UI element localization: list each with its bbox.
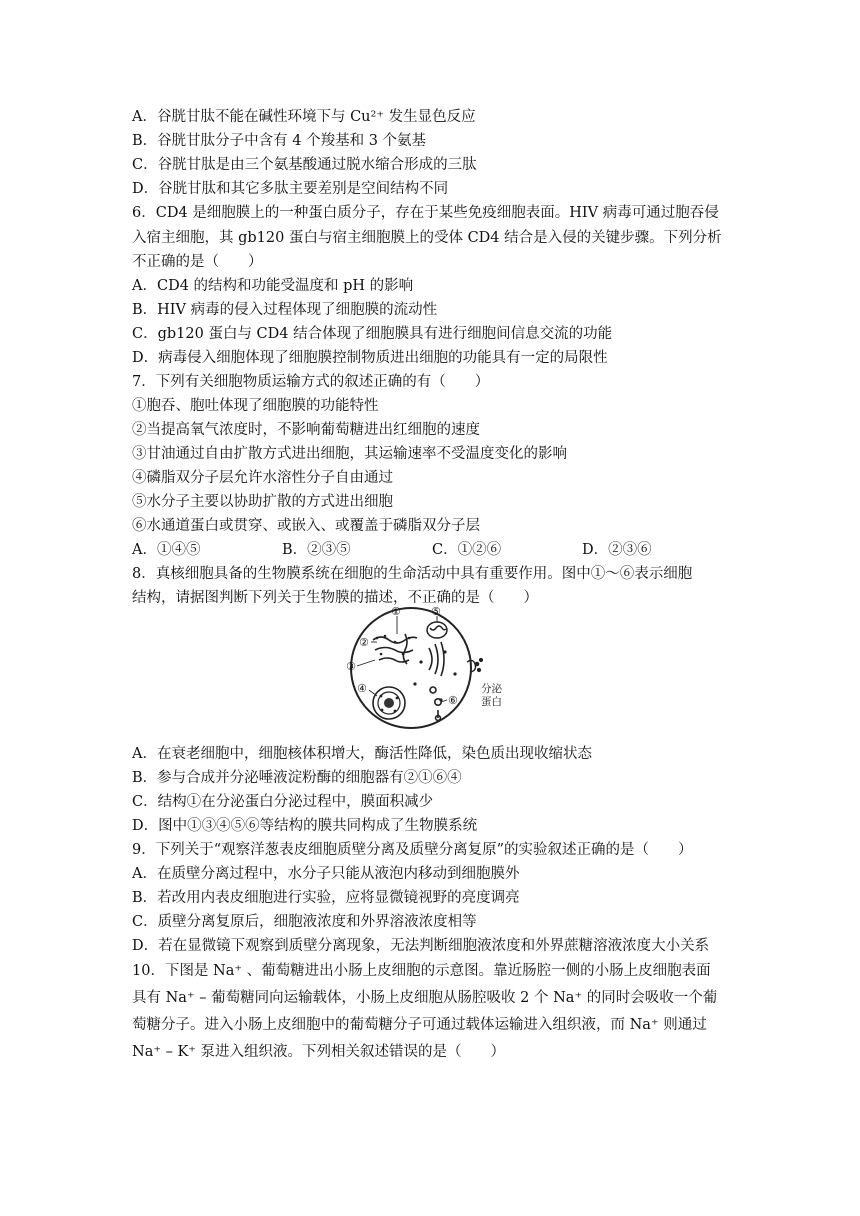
q8-option-a: A．在衰老细胞中，细胞核体积增大，酶活性降低，染色质出现收缩状态 — [132, 746, 592, 762]
q7-option-b: B．②③⑤ — [282, 542, 351, 558]
mitochondrion — [427, 622, 447, 638]
q7-item-4: ④磷脂双分子层允许水溶性分子自由通过 — [132, 470, 393, 486]
label-secreted-2: 蛋白 — [481, 696, 502, 708]
q7-item-1: ①胞吞、胞吐体现了细胞膜的功能特性 — [132, 398, 379, 414]
label-5: ⑤ — [431, 605, 441, 618]
q6-stem-line2: 入宿主细胞，其 gb120 蛋白与宿主细胞膜上的受体 CD4 结合是入侵的关键步骤。下列分析 — [132, 230, 722, 246]
q10-stem-line3: 萄糖分子。进入小肠上皮细胞中的葡萄糖分子可通过载体运输进入组织液，而 Na⁺ 则通过 — [132, 1017, 707, 1033]
q7-options — [132, 540, 732, 560]
q9-stem: 9．下列关于“观察洋葱表皮细胞质壁分离及质壁分离复原”的实验叙述正确的是（ ） — [132, 842, 693, 858]
q7-item-5: ⑤水分子主要以协助扩散的方式进出细胞 — [132, 494, 393, 510]
q6-option-d: D．病毒侵入细胞体现了细胞膜控制物质进出细胞的功能具有一定的局限性 — [132, 350, 608, 366]
q10-stem-line1: 10．下图是 Na⁺ 、葡萄糖进出小肠上皮细胞的示意图。靠近肠腔一侧的小肠上皮细胞表面 — [132, 963, 711, 979]
q6-option-b: B．HIV 病毒的侵入过程体现了细胞膜的流动性 — [132, 302, 438, 318]
q7-option-a: A．①④⑤ — [132, 542, 201, 558]
q7-option-d: D．②③⑥ — [582, 542, 652, 558]
q8-stem-line1: 8．真核细胞具备的生物膜系统在细胞的生命活动中具有重要作用。图中①～⑥表示细胞 — [132, 566, 693, 582]
q6-option-c: C．gb120 蛋白与 CD4 结合体现了细胞膜具有进行细胞间信息交流的功能 — [132, 326, 613, 342]
secretion-vesicle — [467, 659, 482, 672]
q6-stem-line3: 不正确的是（ ） — [132, 254, 263, 270]
label-2: ② — [359, 636, 369, 649]
q6-option-a: A．CD4 的结构和功能受温度和 pH 的影响 — [132, 278, 414, 294]
q9-option-b: B．若改用内表皮细胞进行实验，应将显微镜视野的亮度调亮 — [132, 890, 520, 906]
q6-stem-line1: 6．CD4 是细胞膜上的一种蛋白质分子，存在于某些免疫细胞表面。HIV 病毒可通过胞吞侵 — [132, 205, 719, 221]
label-1: ① — [391, 605, 401, 618]
q10-stem-line2: 具有 Na⁺ – 葡萄糖同向运输载体，小肠上皮细胞从肠腔吸收 2 个 Na⁺ 的同时会吸收一个葡 — [132, 990, 718, 1006]
q10-stem-line4: Na⁺ – K⁺ 泵进入组织液。下列相关叙述错误的是（ ） — [132, 1044, 506, 1060]
q5-option-d: D．谷胱甘肽和其它多肽主要差别是空间结构不同 — [132, 181, 449, 197]
q8-option-d: D．图中①③④⑤⑥等结构的膜共同构成了生物膜系统 — [132, 818, 478, 834]
q9-option-a: A．在质壁分离过程中，水分子只能从液泡内移动到细胞膜外 — [132, 866, 520, 882]
q8-option-c: C．结构①在分泌蛋白分泌过程中，膜面积减少 — [132, 794, 434, 810]
golgi-apparatus — [429, 642, 444, 720]
q5-option-b: B．谷胱甘肽分子中含有 4 个羧基和 3 个氨基 — [132, 133, 427, 149]
q8-option-b: B．参与合成并分泌唾液淀粉酶的细胞器有②①⑥④ — [132, 770, 462, 786]
q8-stem-line2: 结构，请据图判断下列关于生物膜的描述，不正确的是（ ） — [132, 590, 538, 606]
q7-item-2: ②当提高氧气浓度时，不影响葡萄糖进出红细胞的速度 — [132, 422, 480, 438]
q7-item-6: ⑥水通道蛋白或贯穿、或嵌入、或覆盖于磷脂双分子层 — [132, 518, 480, 534]
label-3: ③ — [346, 660, 356, 673]
label-secreted-1: 分泌 — [481, 683, 502, 695]
q5-option-a: A．谷胱甘肽不能在碱性环境下与 Cu²⁺ 发生显色反应 — [132, 109, 476, 125]
q5-option-c: C．谷胱甘肽是由三个氨基酸通过脱水缩合形成的三肽 — [132, 157, 477, 173]
label-6: ⑥ — [448, 694, 458, 707]
cell-structure-diagram — [345, 604, 515, 732]
q7-stem: 7．下列有关细胞物质运输方式的叙述正确的有（ ） — [132, 374, 490, 390]
nucleus-structure — [373, 687, 405, 719]
q9-option-c: C．质壁分离复原后，细胞液浓度和外界溶液浓度相等 — [132, 914, 477, 930]
q7-option-c: C．①②⑥ — [432, 542, 502, 558]
q9-option-d: D．若在显微镜下观察到质壁分离现象，无法判断细胞液浓度和外界蔗糖溶液浓度大小关系 — [132, 938, 710, 954]
q7-item-3: ③甘油通过自由扩散方式进出细胞，其运输速率不受温度变化的影响 — [132, 446, 567, 462]
endoplasmic-reticulum — [373, 634, 417, 664]
label-4: ④ — [357, 682, 367, 695]
